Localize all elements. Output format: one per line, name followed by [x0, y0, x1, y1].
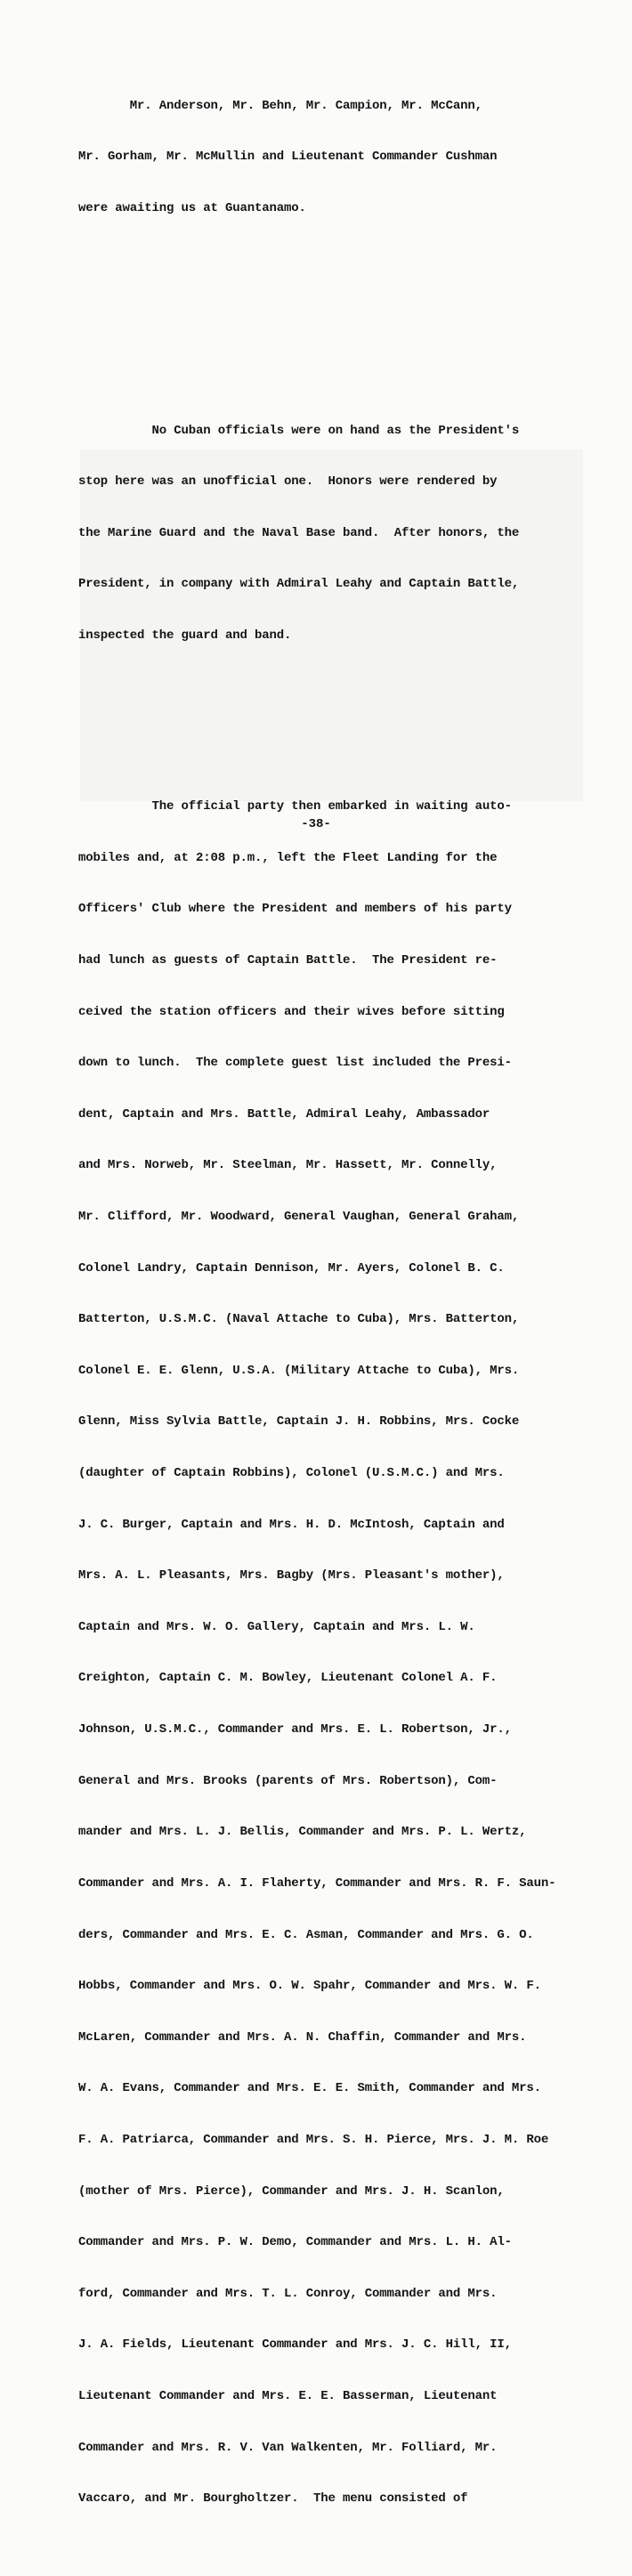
text-line: Mrs. A. L. Pleasants, Mrs. Bagby (Mrs. Pleasant's mother),: [78, 1568, 505, 1584]
text-line: down to lunch. The complete guest list included the Presi-: [78, 1056, 512, 1071]
text-line: and Mrs. Norweb, Mr. Steelman, Mr. Hassett, Mr. Connelly,: [78, 1158, 498, 1173]
text-line: Commander and Mrs. A. I. Flaherty, Commander and Mrs. R. F. Saun-: [78, 1875, 556, 1891]
text-line: Lieutenant Commander and Mrs. E. E. Basserman, Lieutenant: [78, 2388, 498, 2403]
text-line: Johnson, U.S.M.C., Commander and Mrs. E. L. Robertson, Jr.,: [78, 1722, 512, 1738]
body-text: [78, 29, 612, 2576]
text-line: The official party then embarked in waiting auto-: [78, 799, 512, 814]
text-line: Hobbs, Commander and Mrs. O. W. Spahr, Commander and Mrs. W. F.: [78, 1979, 541, 1994]
paragraph-2: [78, 388, 612, 678]
text-line: ders, Commander and Mrs. E. C. Asman, Commander and Mrs. G. O.: [78, 1927, 534, 1942]
text-line: F. A. Patriarca, Commander and Mrs. S. H. Pierce, Mrs. J. M. Roe: [78, 2132, 549, 2147]
text-line: President, in company with Admiral Leahy and Captain Battle,: [78, 577, 520, 592]
paragraph-3: [78, 765, 612, 2542]
text-line: mobiles and, at 2:08 p.m., left the Fleet Landing for the: [78, 850, 498, 865]
text-line: Glenn, Miss Sylvia Battle, Captain J. H. Robbins, Mrs. Cocke: [78, 1414, 520, 1430]
text-line: W. A. Evans, Commander and Mrs. E. E. Smith, Commander and Mrs.: [78, 2081, 541, 2096]
text-line: ceived the station officers and their wives before sitting: [78, 1004, 505, 1019]
text-line: ford, Commander and Mrs. T. L. Conroy, Commander and Mrs.: [78, 2286, 498, 2301]
text-line: had lunch as guests of Captain Battle. The President re-: [78, 952, 498, 968]
text-line: J. C. Burger, Captain and Mrs. H. D. McIntosh, Captain and: [78, 1517, 505, 1532]
text-line: Mr. Clifford, Mr. Woodward, General Vaughan, General Graham,: [78, 1209, 520, 1224]
text-line: General and Mrs. Brooks (parents of Mrs. Robertson), Com-: [78, 1773, 498, 1788]
text-line: Captain and Mrs. W. O. Gallery, Captain and Mrs. L. W.: [78, 1619, 475, 1634]
text-line: J. A. Fields, Lieutenant Commander and Mrs. J. C. Hill, II,: [78, 2337, 512, 2353]
text-line: Colonel E. E. Glenn, U.S.A. (Military Attache to Cuba), Mrs.: [78, 1363, 520, 1378]
text-line: dent, Captain and Mrs. Battle, Admiral Leahy, Ambassador: [78, 1106, 490, 1122]
text-line: Mr. Gorham, Mr. McMullin and Lieutenant Commander Cushman: [78, 150, 498, 165]
text-line: Officers' Club where the President and members of his party: [78, 902, 512, 917]
text-line: were awaiting us at Guantanamo.: [78, 201, 306, 216]
text-line: Vaccaro, and Mr. Bourgholtzer. The menu consisted of: [78, 2491, 468, 2507]
text-line: Commander and Mrs. P. W. Demo, Commander and Mrs. L. H. Al-: [78, 2235, 512, 2250]
text-line: (mother of Mrs. Pierce), Commander and Mrs. J. H. Scanlon,: [78, 2183, 505, 2199]
text-line: the Marine Guard and the Naval Base band. After honors, the: [78, 525, 520, 540]
text-line: Commander and Mrs. R. V. Van Walkenten, Mr. Folliard, Mr.: [78, 2440, 498, 2455]
text-line: Batterton, U.S.M.C. (Naval Attache to Cuba), Mrs. Batterton,: [78, 1312, 520, 1327]
text-line: inspected the guard and band.: [78, 628, 292, 644]
paragraph-1: [78, 63, 612, 251]
text-line: Colonel Landry, Captain Dennison, Mr. Ayers, Colonel B. C.: [78, 1260, 505, 1276]
text-line: mander and Mrs. L. J. Bellis, Commander and Mrs. P. L. Wertz,: [78, 1825, 527, 1840]
text-line: (daughter of Captain Robbins), Colonel (U.S.M.C.) and Mrs.: [78, 1466, 505, 1481]
text-line: Mr. Anderson, Mr. Behn, Mr. Campion, Mr. McCann,: [78, 98, 482, 113]
text-line: No Cuban officials were on hand as the President's: [78, 423, 520, 438]
text-line: stop here was an unofficial one. Honors were rendered by: [78, 474, 498, 490]
page-number: -38-: [301, 817, 331, 831]
text-line: Creighton, Captain C. M. Bowley, Lieutenant Colonel A. F.: [78, 1671, 498, 1686]
text-line: McLaren, Commander and Mrs. A. N. Chaffin, Commander and Mrs.: [78, 2029, 527, 2045]
